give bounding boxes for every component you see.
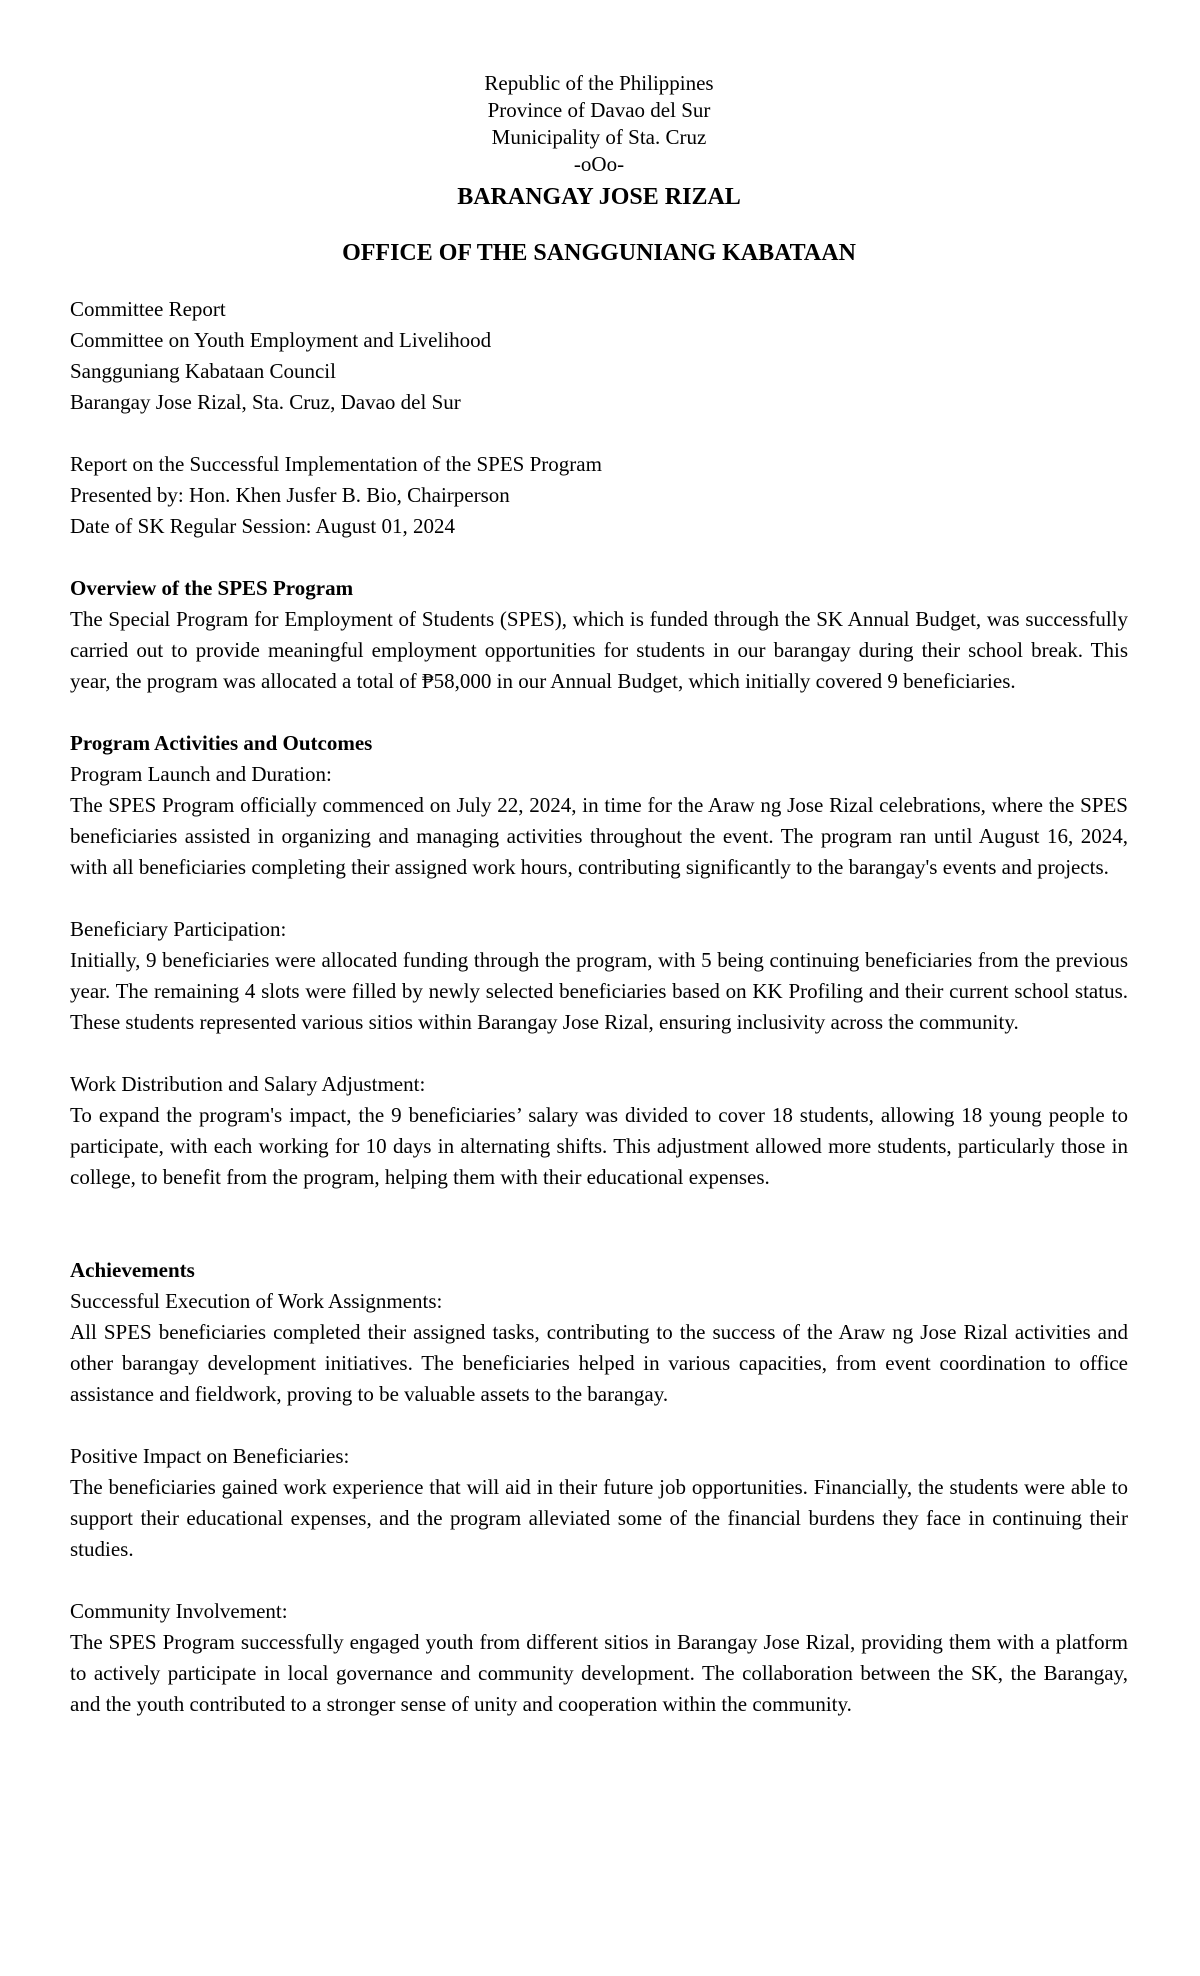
session-date-line: Date of SK Regular Session: August 01, 2024: [70, 514, 455, 538]
presenter-line: Presented by: Hon. Khen Jusfer B. Bio, Chairperson: [70, 483, 510, 507]
header-separator: -oOo-: [573, 152, 625, 176]
activity-paragraph: The SPES Program officially commenced on July 22, 2024, in time for the Araw ng Jose Rizal celebrations, where the SPES beneficiaries assisted in organizing and managing activities throughout the event. The program ran until August 16, 2024, with all beneficiaries completing their assigned work hours, contributing significantly to the barangay's events and projects.: [70, 793, 1128, 879]
activity-item: [70, 1069, 1128, 1193]
achievement-subheading: Successful Execution of Work Assignments:: [70, 1289, 443, 1313]
activity-item: [70, 759, 1128, 883]
municipality-line: Municipality of Sta. Cruz: [491, 125, 707, 149]
activities-section: [70, 728, 1128, 1193]
province-line: Province of Davao del Sur: [487, 98, 711, 122]
report-type: Committee Report: [70, 297, 226, 321]
barangay-title: BARANGAY JOSE RIZAL: [457, 184, 741, 210]
council-address: Barangay Jose Rizal, Sta. Cruz, Davao del Sur: [70, 390, 461, 414]
report-title: Report on the Successful Implementation of the SPES Program: [70, 452, 602, 476]
document-page: [70, 70, 1128, 1720]
republic-line: Republic of the Philippines: [484, 71, 714, 95]
achievement-item: [70, 1441, 1128, 1565]
activity-paragraph: To expand the program's impact, the 9 beneficiaries’ salary was divided to cover 18 students, allowing 18 young people to participate, with each working for 10 days in alternating shifts. This adjustment allowed more students, particularly those in college, to benefit from the program, helping them with their educational expenses.: [70, 1103, 1128, 1189]
achievements-section: [70, 1255, 1128, 1720]
report-info-block: [70, 294, 1128, 418]
document-header: [70, 70, 1128, 270]
overview-section: [70, 573, 1128, 697]
achievement-item: [70, 1286, 1128, 1410]
achievement-paragraph: The beneficiaries gained work experience that will aid in their future job opportunities. Financially, the students were able to support their educational expenses, and the program alleviated some of the financial burdens they face in continuing their studies.: [70, 1475, 1128, 1561]
achievements-heading: Achievements: [70, 1258, 195, 1282]
achievement-paragraph: The SPES Program successfully engaged youth from different sitios in Barangay Jose Rizal, providing them with a platform to actively participate in local governance and community development. The collaboration between the SK, the Barangay, and the youth contributed to a stronger sense of unity and cooperation within the community.: [70, 1630, 1128, 1716]
activity-subheading: Beneficiary Participation:: [70, 917, 287, 941]
committee-name: Committee on Youth Employment and Livelihood: [70, 328, 492, 352]
activity-item: [70, 914, 1128, 1038]
overview-heading: Overview of the SPES Program: [70, 576, 354, 600]
overview-paragraph: The Special Program for Employment of Students (SPES), which is funded through the SK Annual Budget, was successfully carried out to provide meaningful employment opportunities for students in our barangay during their school break. This year, the program was allocated a total of ₱58,000 in our Annual Budget, which initially covered 9 beneficiaries.: [70, 607, 1128, 693]
achievement-item: [70, 1596, 1128, 1720]
achievement-subheading: Community Involvement:: [70, 1599, 288, 1623]
council-name: Sangguniang Kabataan Council: [70, 359, 336, 383]
activity-subheading: Program Launch and Duration:: [70, 762, 332, 786]
report-meta-block: [70, 449, 1128, 542]
achievement-paragraph: All SPES beneficiaries completed their assigned tasks, contributing to the success of the Araw ng Jose Rizal activities and other barangay development initiatives. The beneficiaries helped in various capacities, from event coordination to office assistance and fieldwork, proving to be valuable assets to the barangay.: [70, 1320, 1128, 1406]
activity-subheading: Work Distribution and Salary Adjustment:: [70, 1072, 426, 1096]
activity-paragraph: Initially, 9 beneficiaries were allocated funding through the program, with 5 being continuing beneficiaries from the previous year. The remaining 4 slots were filled by newly selected beneficiaries based on KK Profiling and their current school status. These students represented various sitios within Barangay Jose Rizal, ensuring inclusivity across the community.: [70, 948, 1128, 1034]
office-title: OFFICE OF THE SANGGUNIANG KABATAAN: [342, 240, 856, 266]
achievement-subheading: Positive Impact on Beneficiaries:: [70, 1444, 350, 1468]
activities-heading: Program Activities and Outcomes: [70, 731, 373, 755]
